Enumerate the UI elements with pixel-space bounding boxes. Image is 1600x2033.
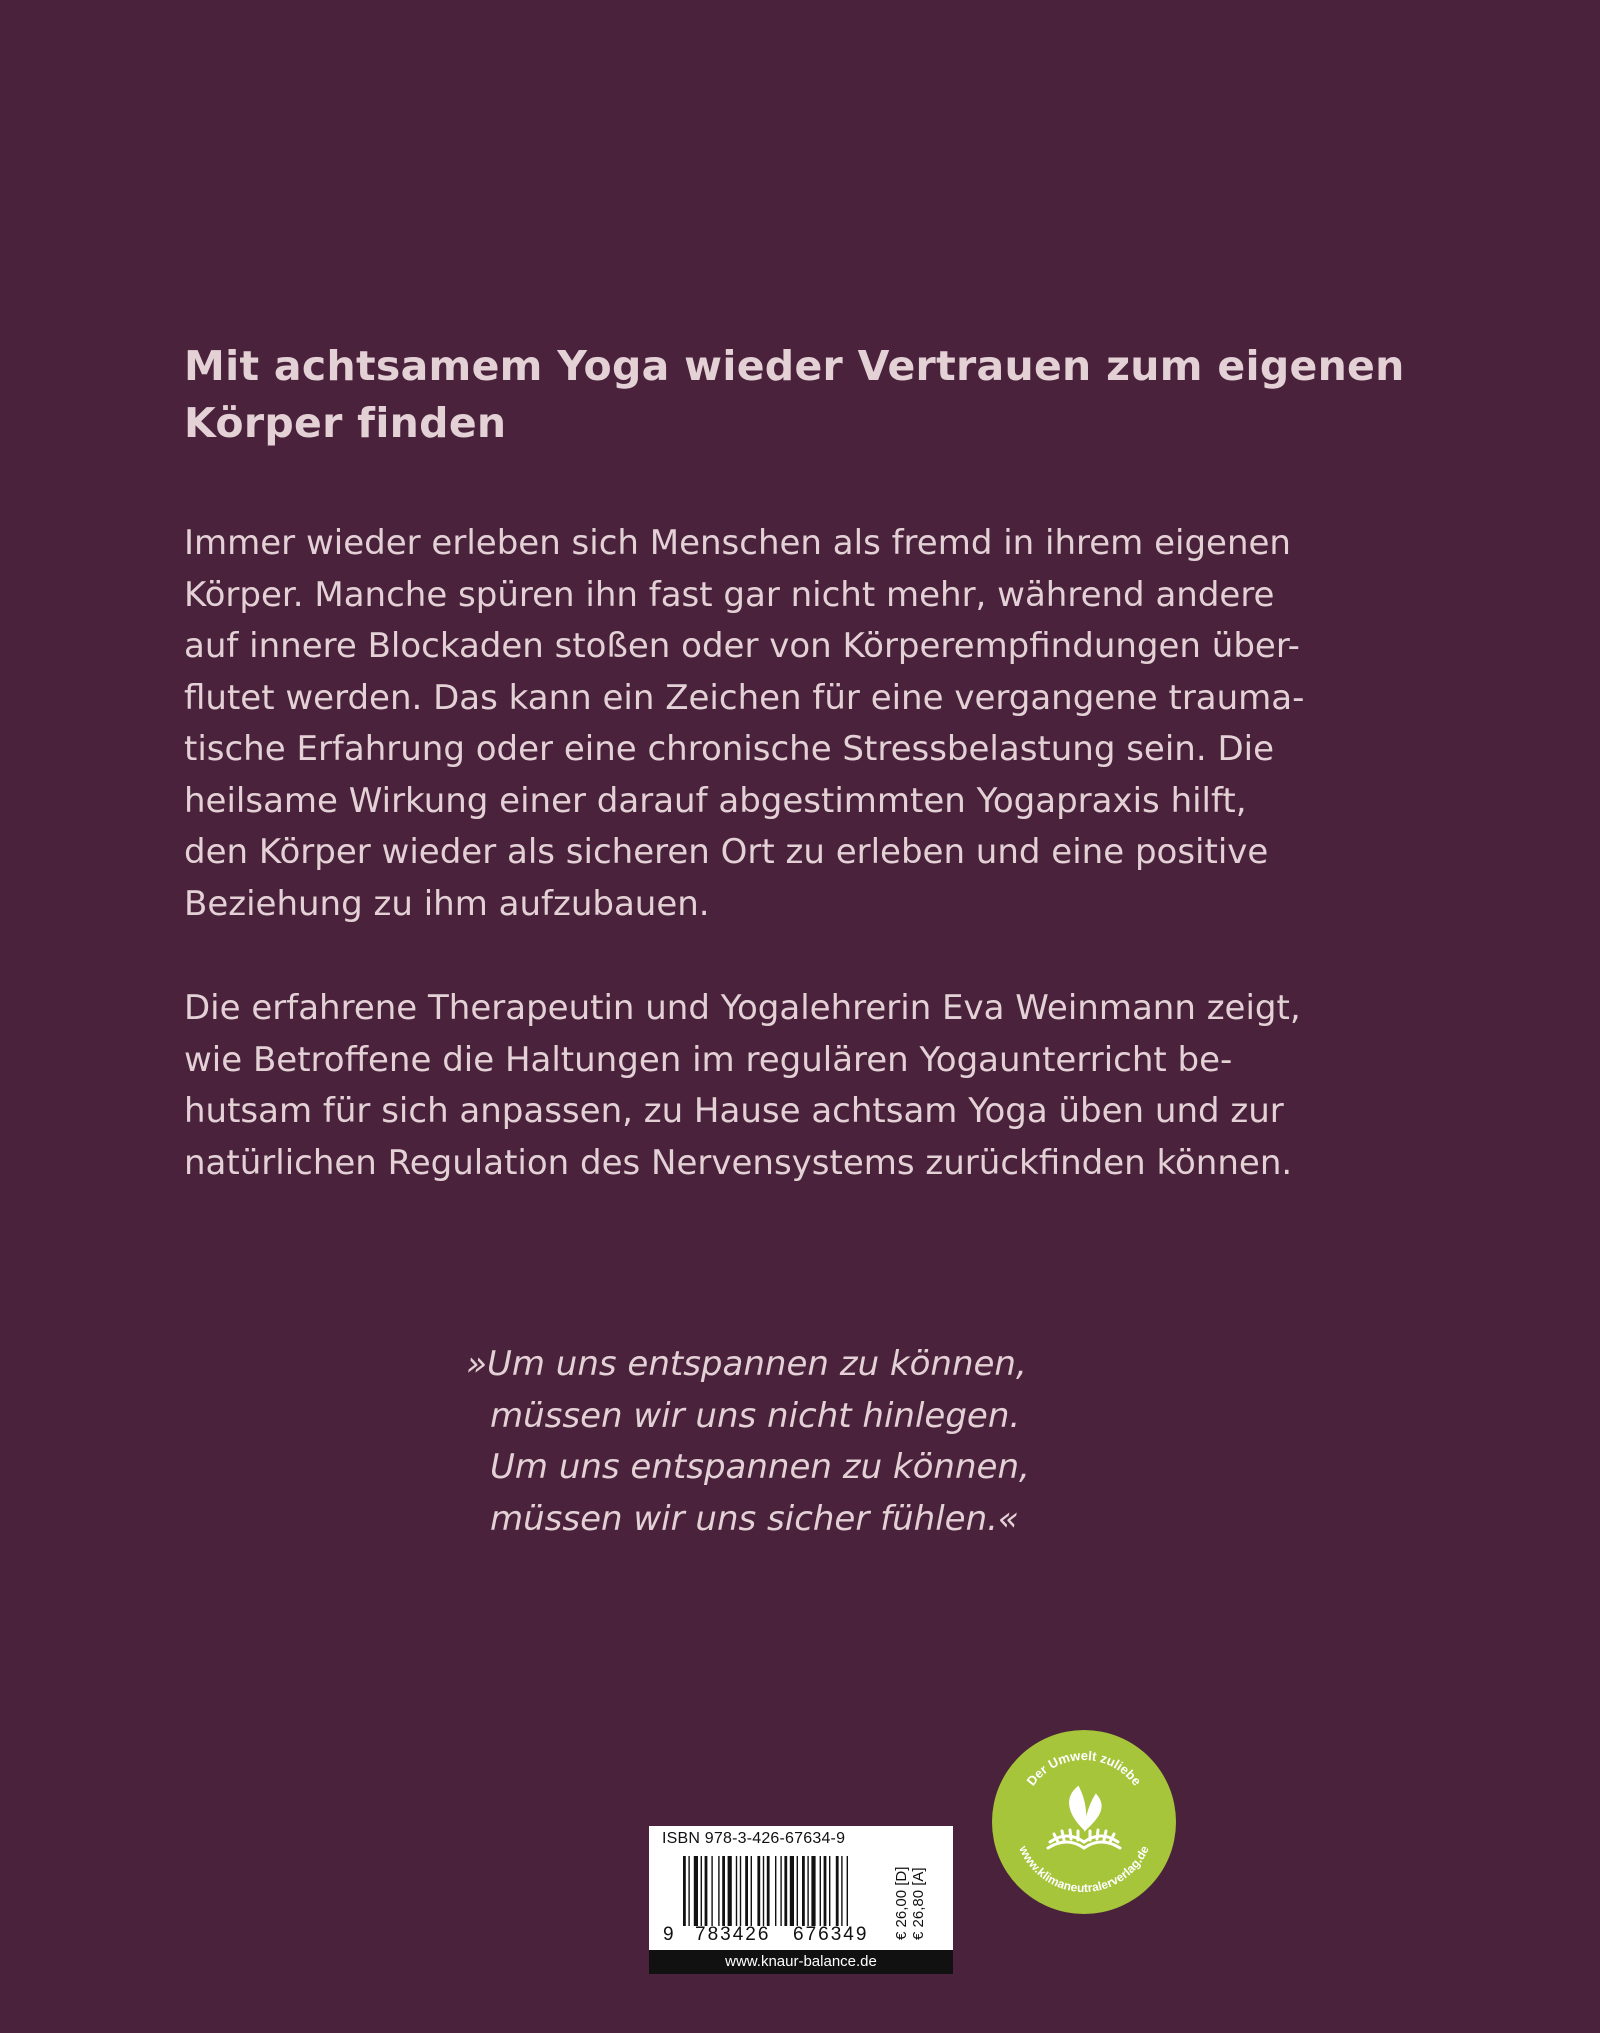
barcode-bar — [775, 1856, 776, 1926]
badge-top-text: Der Umwelt zuliebe — [1023, 1747, 1145, 1789]
paragraph-line: Beziehung zu ihm aufzubauen. — [184, 883, 710, 924]
barcode-bar — [683, 1856, 686, 1926]
isbn-number: ISBN 978-3-426-67634-9 — [662, 1830, 846, 1847]
barcode-bars — [683, 1856, 883, 1926]
barcode-bar — [767, 1856, 770, 1926]
barcode-bar — [802, 1856, 805, 1926]
barcode-bar — [718, 1856, 719, 1926]
barcode-bar — [745, 1856, 748, 1926]
paragraph-line: hutsam für sich anpassen, zu Hause achtsam Yoga üben und zur — [184, 1091, 1284, 1131]
ean-left-group: 783426 — [695, 1924, 771, 1945]
headline-line-2: Körper finden — [184, 399, 507, 447]
quote-line: müssen wir uns nicht hinlegen. — [490, 1395, 1021, 1436]
headline — [184, 338, 1424, 452]
barcode-bar — [763, 1856, 764, 1926]
barcode-bar — [751, 1856, 752, 1926]
barcode-bar — [780, 1856, 781, 1926]
quote-line: müssen wir uns sicher fühlen.« — [490, 1498, 1019, 1539]
barcode-bar — [811, 1856, 815, 1926]
paragraph-line: tische Erfahrung oder eine chronische Stressbelastung sein. Die — [184, 729, 1275, 769]
pull-quote — [466, 1339, 1166, 1545]
barcode-bar — [694, 1856, 698, 1926]
publisher-website: www.knaur-balance.de — [649, 1950, 953, 1974]
ean-right-group: 676349 — [793, 1924, 869, 1945]
barcode-bar — [841, 1856, 842, 1926]
barcode-box — [649, 1826, 953, 1974]
barcode-bar — [757, 1856, 760, 1926]
paragraph-line: Körper. Manche spüren ihn fast gar nicht mehr, während andere — [184, 574, 1275, 615]
barcode-bar — [820, 1856, 821, 1926]
barcode-bar — [807, 1856, 808, 1926]
price-block — [893, 1848, 927, 1940]
paragraph-line: natürlichen Regulation des Nervensystems zurückfinden können. — [184, 1142, 1293, 1183]
price-germany: € 26,00 [D] — [893, 1866, 910, 1940]
paragraph-line: heilsame Wirkung einer darauf abgestimmten Yogapraxis hilft, — [184, 780, 1247, 821]
paragraph-line: den Körper wieder als sicheren Ort zu erleben und eine positive — [184, 832, 1269, 872]
barcode-bar — [836, 1856, 839, 1926]
barcode-bar — [711, 1856, 712, 1926]
barcode-bar — [824, 1856, 827, 1926]
barcode-bar — [740, 1856, 741, 1926]
paragraph-line: Die erfahrene Therapeutin und Yogalehrerin Eva Weinmann zeigt, — [184, 988, 1301, 1028]
paragraph-line: wie Betroffene die Haltungen im regulären Yogaunterricht be- — [184, 1039, 1233, 1080]
price-austria: € 26,80 [A] — [910, 1867, 927, 1940]
paragraph-line: Immer wieder erleben sich Menschen als fremd in ihrem eigenen — [184, 523, 1291, 563]
barcode-bar — [736, 1856, 737, 1926]
paragraph-line: auf innere Blockaden stoßen oder von Körperempfindungen über- — [184, 626, 1300, 666]
barcode-bar — [829, 1856, 830, 1926]
barcode-bar — [784, 1856, 787, 1926]
quote-line: Um uns entspannen zu können, — [490, 1447, 1030, 1487]
paragraph-line: flutet werden. Das kann ein Zeichen für eine vergangene trauma- — [184, 677, 1305, 718]
ean-first-digit: 9 — [663, 1924, 674, 1945]
headline-line-1: Mit achtsamem Yoga wieder Vertrauen zum eigenen — [184, 342, 1405, 390]
barcode-bar — [790, 1856, 794, 1926]
barcode-bar — [705, 1856, 708, 1926]
description-paragraph-2 — [184, 983, 1424, 1189]
badge-bottom-text: www.klimaneutralerverlag.de — [1016, 1843, 1152, 1896]
barcode-bar — [847, 1856, 848, 1926]
barcode-bar — [722, 1856, 725, 1926]
barcode-bar — [797, 1856, 798, 1926]
barcode-bar — [701, 1856, 702, 1926]
quote-line: »Um uns entspannen zu können, — [466, 1344, 1027, 1384]
barcode-bar — [688, 1856, 689, 1926]
description-paragraph-1 — [184, 518, 1424, 930]
eco-badge — [992, 1730, 1176, 1914]
barcode-bar — [728, 1856, 732, 1926]
